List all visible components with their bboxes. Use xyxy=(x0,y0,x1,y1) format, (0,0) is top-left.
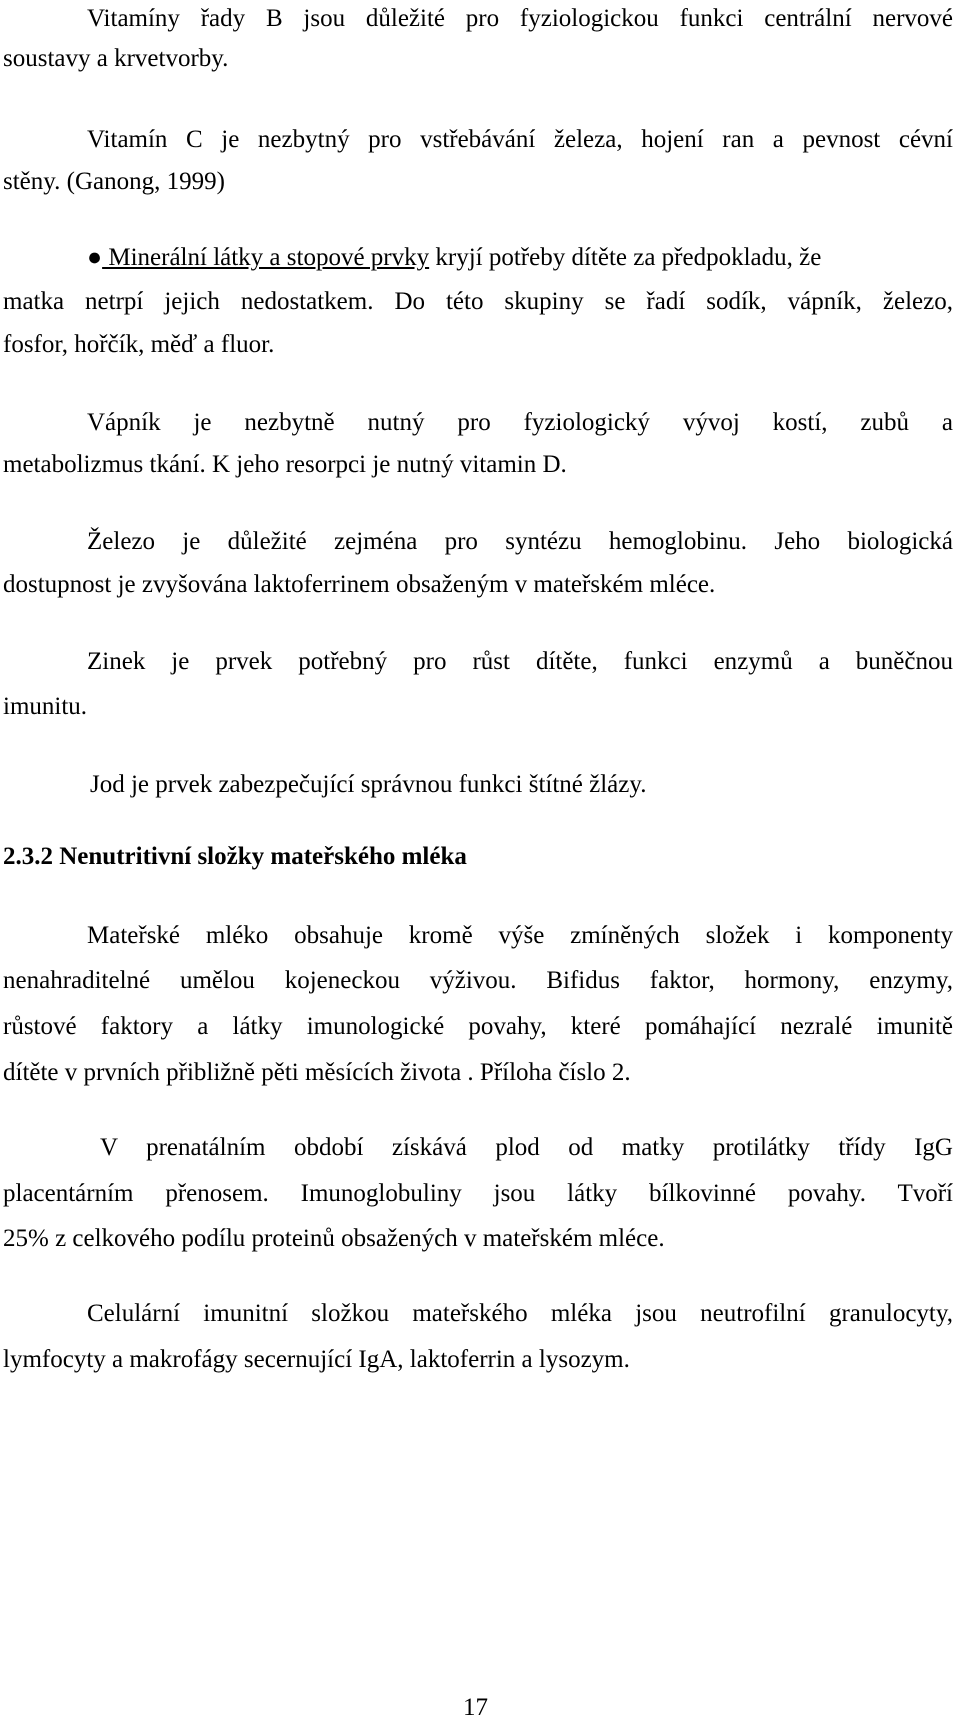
paragraph-iron-line-2: dostupnost je zvyšována laktoferrinem obsaženým v mateřském mléce. xyxy=(3,571,716,598)
bullet-minerals-line-1 xyxy=(87,243,821,273)
bullet-minerals-rest: kryjí potřeby dítěte za předpokladu, že xyxy=(429,244,822,271)
paragraph-cellular-line-1: Celulární imunitní složkou mateřského mléka jsou neutrofilní granulocyty, xyxy=(87,1300,953,1327)
bullet-dot-icon: ● xyxy=(87,244,103,271)
paragraph-nonnutritive-line-2: nenahraditelné umělou kojeneckou výživou. Bifidus faktor, hormony, enzymy, xyxy=(3,967,953,994)
paragraph-minerals-line-3: fosfor, hořčík, měď a fluor. xyxy=(3,331,275,358)
paragraph-prenatal-line-3: 25% z celkového podílu proteinů obsažených v mateřském mléce. xyxy=(3,1225,665,1252)
paragraph-iodine: Jod je prvek zabezpečující správnou funkci štítné žlázy. xyxy=(90,771,647,798)
underlined-term: Minerální látky a stopové prvky xyxy=(102,244,430,271)
paragraph-nonnutritive-line-4: dítěte v prvních přibližně pěti měsících života . Příloha číslo 2. xyxy=(3,1059,631,1086)
paragraph-minerals-line-2: matka netrpí jejich nedostatkem. Do této skupiny se řadí sodík, vápník, železo, xyxy=(3,288,953,315)
paragraph-calcium-line-1: Vápník je nezbytně nutný pro fyziologický vývoj kostí, zubů a xyxy=(87,409,953,436)
paragraph-zinc-line-1: Zinek je prvek potřebný pro růst dítěte, funkci enzymů a buněčnou xyxy=(87,648,953,675)
paragraph-vitamin-c-line-2: stěny. (Ganong, 1999) xyxy=(3,168,225,195)
paragraph-iron-line-1: Železo je důležité zejména pro syntézu hemoglobinu. Jeho biologická xyxy=(87,528,953,555)
paragraph-nonnutritive-line-3: růstové faktory a látky imunologické povahy, které pomáhající nezralé imunitě xyxy=(3,1013,953,1040)
paragraph-zinc-line-2: imunitu. xyxy=(3,693,88,720)
paragraph-vitamin-b-line-1: Vitamíny řady B jsou důležité pro fyziologickou funkci centrální nervové xyxy=(87,5,953,32)
paragraph-prenatal-line-2: placentárním přenosem. Imunoglobuliny jsou látky bílkovinné povahy. Tvoří xyxy=(3,1180,953,1207)
paragraph-vitamin-b-line-2: soustavy a krvetvorby. xyxy=(3,45,229,72)
page-number: 17 xyxy=(463,1694,488,1721)
paragraph-calcium-line-2: metabolizmus tkání. K jeho resorpci je nutný vitamin D. xyxy=(3,451,567,478)
paragraph-nonnutritive-line-1: Mateřské mléko obsahuje kromě výše zmíněných složek i komponenty xyxy=(87,922,953,949)
paragraph-prenatal-line-1: V prenatálním období získává plod od matky protilátky třídy IgG xyxy=(100,1134,953,1161)
section-heading: 2.3.2 Nenutritivní složky mateřského mléka xyxy=(3,843,467,870)
paragraph-cellular-line-2: lymfocyty a makrofágy secernující IgA, laktoferrin a lysozym. xyxy=(3,1346,630,1373)
paragraph-vitamin-c-line-1: Vitamín C je nezbytný pro vstřebávání železa, hojení ran a pevnost cévní xyxy=(87,126,953,153)
